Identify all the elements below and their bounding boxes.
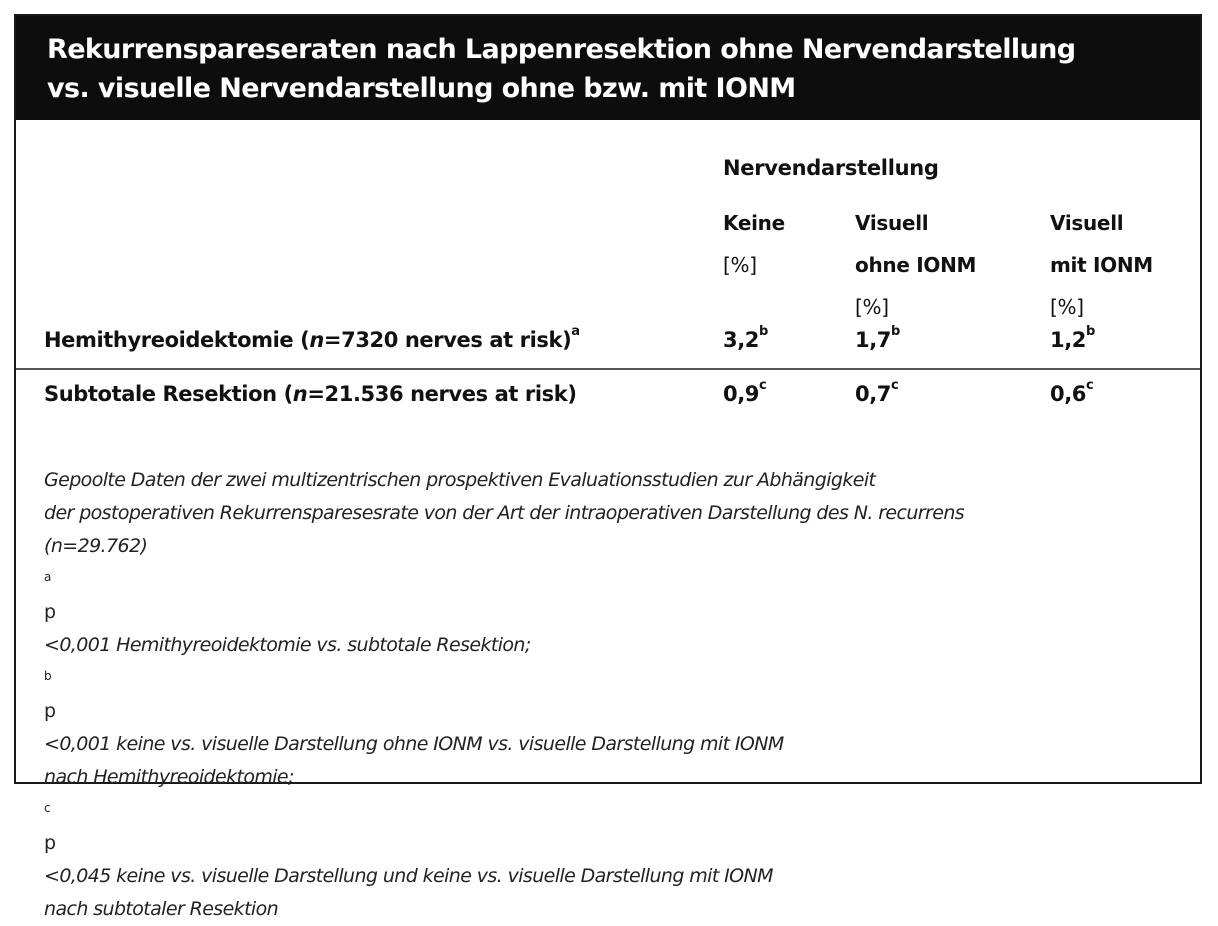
table-row-hemithyreoidektomie (16, 324, 1200, 366)
row-label-text: Subtotale Resektion ( (44, 382, 293, 406)
footnote-c-cont: nach subtotaler Resektion (44, 898, 279, 920)
column-header-line: Visuell (855, 211, 929, 235)
footnote-p: p (44, 700, 56, 722)
cell-footnote-mark: b (759, 324, 768, 339)
cell-value: 0,6 (1050, 382, 1087, 406)
column-header-unit: [%] (855, 295, 889, 319)
footnote-a (44, 563, 1184, 662)
footnote-intro-line: Gepoolte Daten der zwei multizentrischen prospektiven Evaluationsstudien zur Abhängigkeit (44, 469, 876, 491)
row-label-count: =21.536 nerves at risk) (307, 382, 577, 406)
row-label-text: Hemithyreoidektomie ( (44, 328, 310, 352)
column-header-unit: [%] (1050, 295, 1084, 319)
cell-visuell-mit-ionm (1050, 324, 1095, 352)
title-line-2: vs. visuelle Nervendarstellung ohne bzw. mit IONM (47, 73, 796, 104)
row-divider (16, 368, 1200, 370)
title-line-1: Rekurrenspareseraten nach Lappenresektion ohne Nervendarstellung (47, 34, 1076, 65)
row-label-n: n (292, 382, 308, 406)
column-group-header: Nervendarstellung (723, 156, 939, 180)
row-label (44, 382, 577, 406)
footnote-intro-line: (n=29.762) (44, 535, 148, 557)
table-footnotes (44, 464, 1184, 926)
footnote-text: <0,001 keine vs. visuelle Darstellung ohne IONM vs. visuelle Darstellung mit IONM (44, 733, 784, 755)
footnote-intro-line: der postoperativen Rekurrensparesesrate von der Art der intraoperativen Darstellung des N. recurrens (44, 502, 965, 524)
row-label (44, 324, 580, 352)
cell-footnote-mark: c (759, 378, 767, 393)
cell-visuell-mit-ionm (1050, 378, 1094, 406)
cell-value: 0,7 (855, 382, 892, 406)
cell-value: 3,2 (723, 328, 760, 352)
cell-footnote-mark: c (1086, 378, 1094, 393)
table-figure (14, 14, 1202, 920)
footnote-b-cont: nach Hemithyreoidektomie; (44, 766, 294, 788)
cell-value: 1,2 (1050, 328, 1087, 352)
cell-visuell-ohne-ionm (855, 378, 899, 406)
footnote-p: p (44, 832, 56, 854)
cell-value: 0,9 (723, 382, 760, 406)
cell-value: 1,7 (855, 328, 892, 352)
table-row-subtotale-resektion (16, 378, 1200, 420)
footnote-mark: a (44, 570, 51, 584)
table-title (16, 16, 1200, 120)
column-header-line: Keine (723, 211, 785, 235)
footnote-mark: c (44, 801, 50, 815)
footnote-c (44, 794, 1184, 893)
row-label-n: n (309, 328, 324, 352)
footnote-b (44, 662, 1184, 761)
row-label-count: =7320 nerves at risk) (323, 328, 572, 352)
column-header-visuell-mit-ionm (1050, 202, 1153, 328)
column-header-unit: [%] (723, 253, 757, 277)
cell-keine (723, 378, 767, 406)
column-header-line: mit IONM (1050, 253, 1153, 277)
row-label-footnote-mark: a (571, 324, 580, 339)
footnote-text: <0,001 Hemithyreoidektomie vs. subtotale Resektion; (44, 634, 531, 656)
column-header-line: Visuell (1050, 211, 1124, 235)
cell-footnote-mark: b (1086, 324, 1095, 339)
footnote-mark: b (44, 669, 52, 683)
cell-footnote-mark: b (891, 324, 900, 339)
column-header-keine (723, 202, 785, 286)
footnote-text: <0,045 keine vs. visuelle Darstellung und keine vs. visuelle Darstellung mit IONM (44, 865, 773, 887)
cell-footnote-mark: c (891, 378, 899, 393)
cell-visuell-ohne-ionm (855, 324, 900, 352)
column-header-line: ohne IONM (855, 253, 977, 277)
cell-keine (723, 324, 768, 352)
column-header-visuell-ohne-ionm (855, 202, 976, 328)
footnote-p: p (44, 601, 56, 623)
